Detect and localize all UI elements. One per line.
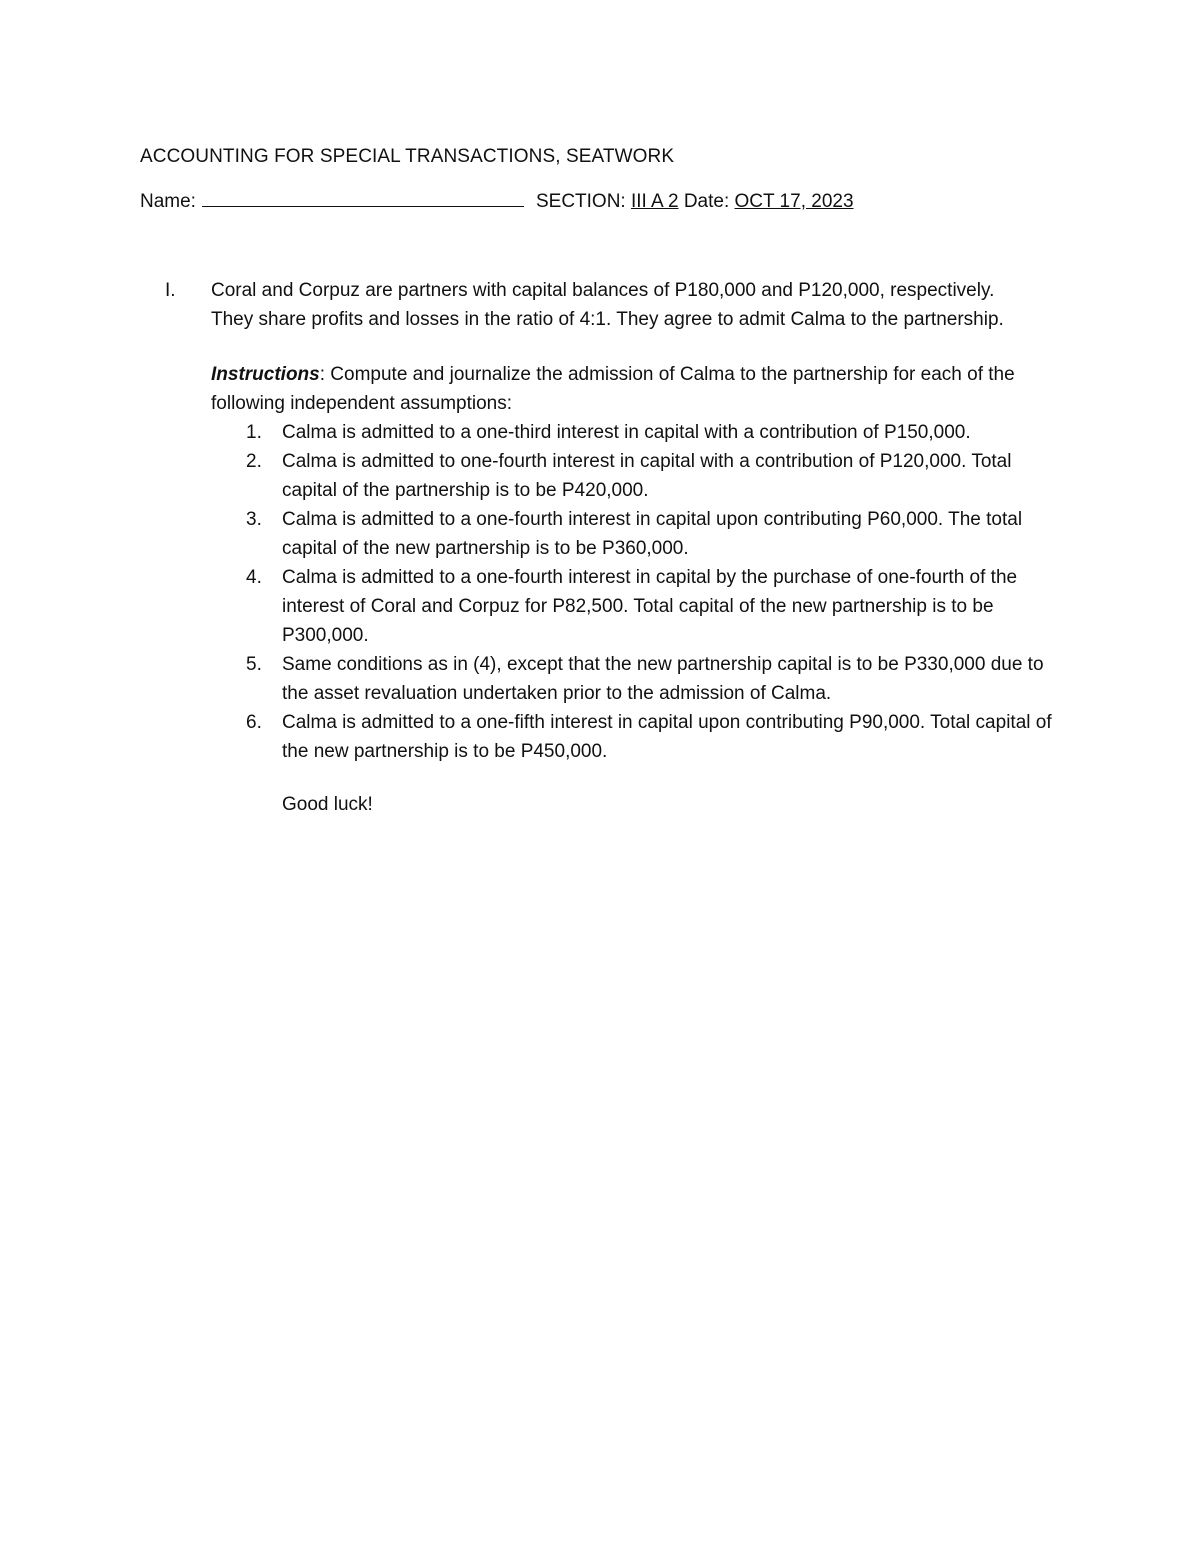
list-item [211,708,1071,766]
name-blank-line [202,186,524,207]
item-text: Calma is admitted to a one-fourth interest in capital by the purchase of one-fourth of the interest of Coral and Corpuz for P82,500. Total capital of the new partnership is to be P300,000. [282,567,1018,646]
item-number: 5. [246,654,262,675]
item-text: Calma is admitted to one-fourth interest in capital with a contribution of P120,000. Total capital of the partnership is to be P420,000. [282,451,1012,501]
list-item [211,650,1071,708]
list-item [211,505,1071,563]
section-value: III A 2 [630,191,679,212]
date-value: OCT 17, 2023 [734,191,854,212]
instructions-text: : Compute and journalize the admission of Calma to the partnership for each of the following independent assumptions: [211,364,1015,414]
item-text: Calma is admitted to a one-third interest in capital with a contribution of P150,000. [282,422,971,443]
item-text: Same conditions as in (4), except that the new partnership capital is to be P330,000 due to the asset revaluation undertaken prior to the admission of Calma. [282,654,1044,704]
item-text: Calma is admitted to a one-fourth interest in capital upon contributing P60,000. The total capital of the new partnership is to be P360,000. [282,509,1023,559]
problem-body [211,276,1071,819]
problem-number: I. [165,280,176,301]
list-item [211,563,1071,650]
document-title: ACCOUNTING FOR SPECIAL TRANSACTIONS, SEATWORK [140,146,675,167]
closing-text: Good luck! [282,794,373,815]
item-number: 4. [246,567,262,588]
list-item [211,418,1071,447]
name-label: Name: [140,191,196,212]
section-label: SECTION: [535,191,626,212]
header-fields [140,186,854,216]
item-number: 2. [246,451,262,472]
date-label: Date: [683,191,730,212]
problem-intro-line-1: Coral and Corpuz are partners with capital balances of P180,000 and P120,000, respectively. [211,280,995,301]
item-number: 6. [246,712,262,733]
problem-intro-line-2: They share profits and losses in the ratio of 4:1. They agree to admit Calma to the partnership. [211,309,1004,330]
item-text: Calma is admitted to a one-fifth interest in capital upon contributing P90,000. Total capital of the new partnership is to be P450,000. [282,712,1052,762]
assumptions-list [211,418,1071,766]
instructions-paragraph [211,360,1071,418]
instructions-label: Instructions [211,364,320,385]
item-number: 3. [246,509,262,530]
item-number: 1. [246,422,262,443]
list-item [211,447,1071,505]
